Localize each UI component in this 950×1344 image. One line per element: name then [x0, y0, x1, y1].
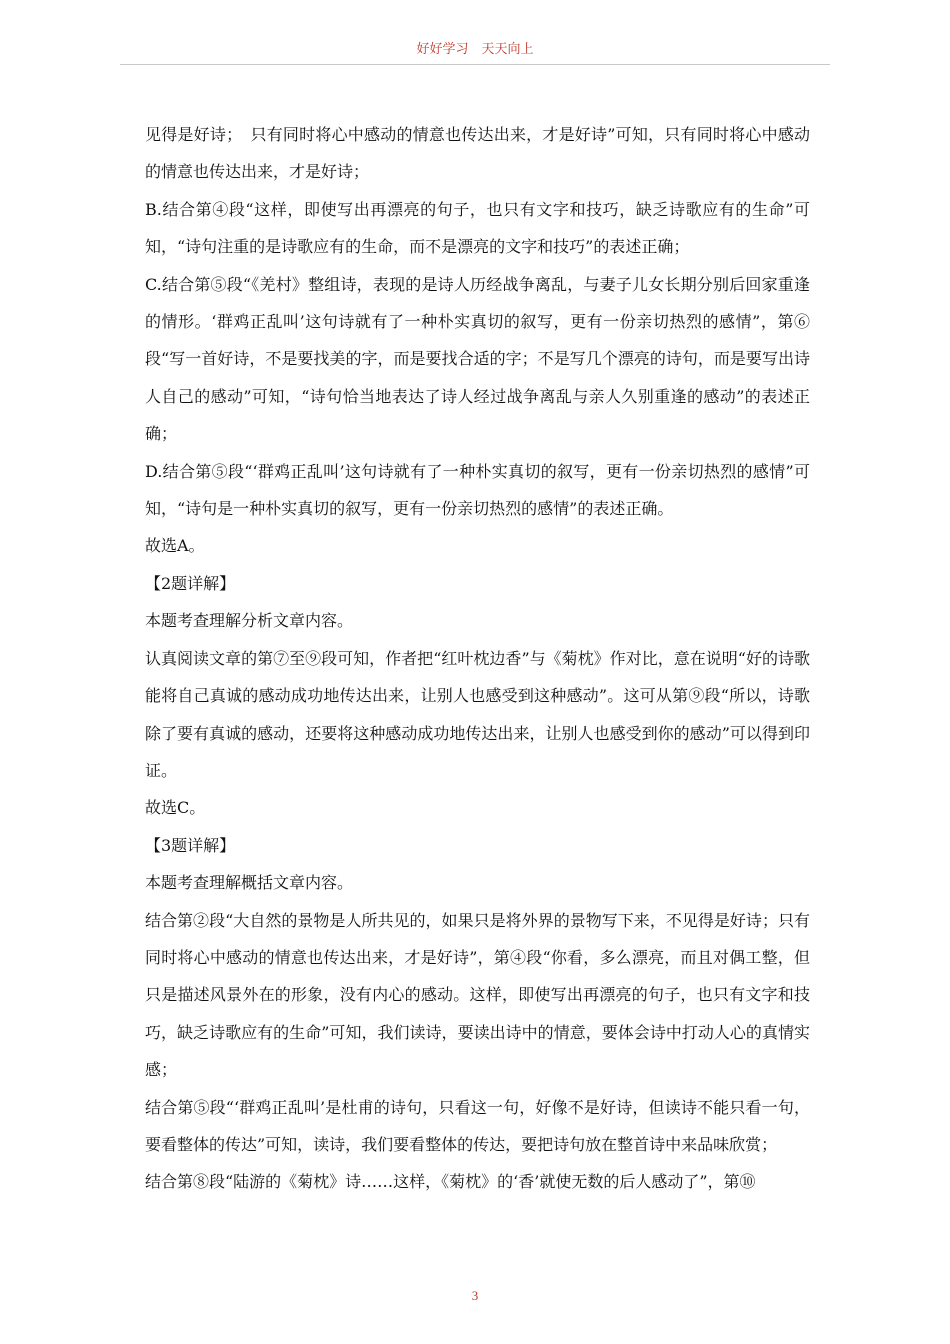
paragraph: 结合第②段“大自然的景物是人所共见的，如果只是将外界的景物写下来，不见得是好诗；只有同时将心中感动的情意也传达出来，才是好诗”，第④段“你看，多么漂亮，而且对偶工整，但只是描述风景外在的形象，没有内心的感动。这样，即使写出再漂亮的句子，也只有文字和技巧，缺乏诗歌应有的生命”可知，我们读诗，要读出诗中的情意，要体会诗中打动人心的真情实感； [145, 910, 810, 1080]
page-header: 好好学习 天天向上 [416, 42, 534, 57]
paragraph: 结合第⑤段“‘群鸡正乱叫’是杜甫的诗句，只看这一句，好像不是好诗，但读诗不能只看一句，要看整体的传达”可知，读诗，我们要看整体的传达，要把诗句放在整首诗中来品味欣赏； [145, 1097, 810, 1154]
paragraph-option-b: B.结合第④段“这样，即使写出再漂亮的句子，也只有文字和技巧，缺乏诗歌应有的生命”可知，“诗句注重的是诗歌应有的生命，而不是漂亮的文字和技巧”的表述正确； [145, 199, 810, 257]
paragraph: 见得是好诗； 只有同时将心中感动的情意也传达出来，才是好诗”可知，只有同时将心中感动的情意也传达出来，才是好诗； [145, 125, 810, 182]
document-body [145, 116, 810, 1201]
paragraph: 本题考查理解概括文章内容。 [145, 873, 354, 893]
paragraph-option-c: C.结合第⑤段“《羌村》整组诗，表现的是诗人历经战争离乱，与妻子儿女长期分别后回家重逢的情形。‘群鸡正乱叫’这句诗就有了一种朴实真切的叙写，更有一份亲切热烈的感情”，第⑥段“写一首好诗，不是要找美的字，而是要找合适的字；不是写几个漂亮的诗句，而是要写出诗人自己的感动”可知，“诗句恰当地表达了诗人经过战争离乱与亲人久别重逢的感动”的表述正确； [145, 274, 810, 444]
section-heading-q3: 【3题详解】 [145, 835, 236, 855]
answer-line: 故选C。 [145, 798, 206, 818]
page-number: 3 [471, 1288, 479, 1303]
paragraph: 结合第⑧段“陆游的《菊枕》诗……这样，《菊枕》的‘香’就使无数的后人感动了”，第⑩ [145, 1172, 756, 1192]
answer-line: 故选A。 [145, 536, 205, 556]
header-divider [120, 64, 830, 65]
section-heading-q2: 【2题详解】 [145, 573, 236, 593]
paragraph: 认真阅读文章的第⑦至⑨段可知，作者把“红叶枕边香”与《菊枕》作对比，意在说明“好的诗歌能将自己真诚的感动成功地传达出来，让别人也感受到这种感动”。这可从第⑨段“所以，诗歌除了要有真诚的感动，还要将这种感动成功地传达出来，让别人也感受到你的感动”可以得到印证。 [145, 648, 810, 780]
paragraph-option-d: D.结合第⑤段“‘群鸡正乱叫’这句诗就有了一种朴实真切的叙写，更有一份亲切热烈的感情”可知，“诗句是一种朴实真切的叙写，更有一份亲切热烈的感情”的表述正确。 [145, 461, 810, 519]
paragraph: 本题考查理解分析文章内容。 [145, 611, 354, 631]
